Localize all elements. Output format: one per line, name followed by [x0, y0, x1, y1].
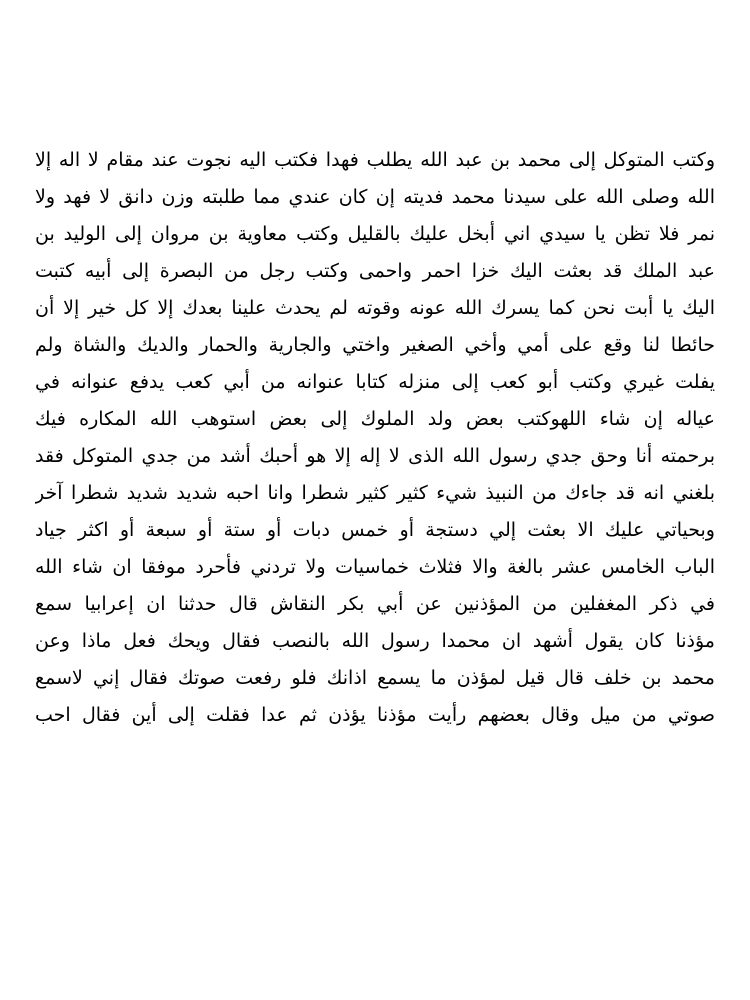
text-line: يفلت غيري وكتب أبو كعب إلى منزله كتابا عنوانه من أبي كعب يدفع عنوانه في [35, 371, 715, 393]
text-line: برحمته أنا وحق جدي رسول الله الذى لا إله إلا هو أحبك أشد من جدي المتوكل فقد [35, 445, 715, 467]
text-line: محمد بن خلف قال قيل لمؤذن ما يسمع اذانك فلو رفعت صوتك فقال إني لاسمع [35, 667, 715, 689]
text-line: الباب الخامس عشر بالغة والا فثلاث خماسيات ولا تردني فأحرد موفقا ان شاء الله [35, 556, 715, 578]
text-line: وكتب المتوكل إلى محمد بن عبد الله يطلب فهدا فكتب اليه نجوت عند مقام لا اله إلا [35, 149, 715, 171]
text-line: في ذكر المغفلين من المؤذنين عن أبي بكر النقاش قال حدثنا ان إعرابيا سمع [35, 593, 715, 615]
text-line: مؤذنا كان يقول أشهد ان محمدا رسول الله بالنصب فقال ويحك فعل ماذا وعن [35, 630, 715, 652]
text-line: بلغني انه قد جاءك من النبيذ شيء كثير كثير شطرا وانا احبه شديد شديد شطرا آخر [35, 482, 715, 504]
text-line: عياله إن شاء اللهوكتب بعض ولد الملوك إلى بعض استوهب الله المكاره فيك [35, 408, 715, 430]
text-line: حائطا لنا وقع على أمي وأخي الصغير واختي والجارية والحمار والديك والشاة ولم [35, 334, 715, 356]
text-line: اليك يا أبت نحن كما يسرك الله عونه وقوته لم يحدث علينا بعدك إلا كل خير إلا أن [35, 297, 715, 319]
text-line: وبحياتي عليك الا بعثت إلي دستجة أو خمس دبات أو ستة أو سبعة أو اكثر جياد [35, 519, 715, 541]
text-line: الله وصلى الله على سيدنا محمد فديته إن كان عندي مما طلبته وزن دانق لا فهد ولا [35, 186, 715, 208]
text-line: عبد الملك قد بعثت اليك خزا احمر واحمى وكتب رجل من البصرة إلى أبيه كتبت [35, 260, 715, 282]
text-line: نمر فلا تظن يا سيدي اني أبخل عليك بالقليل وكتب معاوية بن مروان إلى الوليد بن [35, 223, 715, 245]
body-text [35, 142, 715, 734]
text-line: صوتي من ميل وقال بعضهم رأيت مؤذنا يؤذن ثم عدا فقلت إلى أين فقال احب [35, 704, 715, 726]
